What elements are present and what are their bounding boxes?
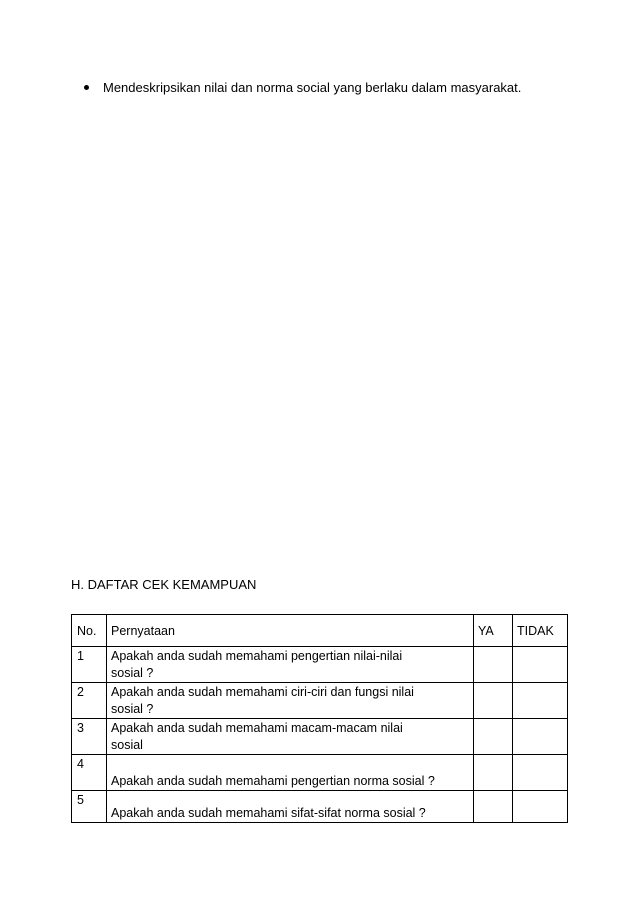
bullet-dot-icon <box>84 85 89 90</box>
row-number: 2 <box>72 683 107 719</box>
row-statement <box>107 683 474 719</box>
table-row <box>72 719 568 755</box>
table-row <box>72 647 568 683</box>
table-row <box>72 755 568 791</box>
no-checkbox-cell[interactable] <box>513 791 568 823</box>
statement-line: sosial <box>111 738 143 752</box>
table-header-row <box>72 615 568 647</box>
row-statement <box>107 755 474 791</box>
table-row <box>72 791 568 823</box>
header-statement: Pernyataan <box>107 615 474 647</box>
row-number: 4 <box>72 755 107 791</box>
checklist-table <box>71 614 568 823</box>
row-number: 3 <box>72 719 107 755</box>
statement-line: Apakah anda sudah memahami sifat-sifat norma sosial ? <box>111 806 426 820</box>
row-number: 1 <box>72 647 107 683</box>
statement-line: sosial ? <box>111 666 154 680</box>
row-statement <box>107 719 474 755</box>
table-row <box>72 683 568 719</box>
yes-checkbox-cell[interactable] <box>474 647 513 683</box>
no-checkbox-cell[interactable] <box>513 683 568 719</box>
statement-line: Apakah anda sudah memahami pengertian nilai-nilai <box>111 649 403 663</box>
row-statement <box>107 791 474 823</box>
header-no: No. <box>72 615 107 647</box>
header-yes: YA <box>474 615 513 647</box>
no-checkbox-cell[interactable] <box>513 719 568 755</box>
statement-line: sosial ? <box>111 702 154 716</box>
bullet-text: Mendeskripsikan nilai dan norma social yang berlaku dalam masyarakat. <box>103 80 522 95</box>
statement-line: Apakah anda sudah memahami macam-macam nilai <box>111 721 403 735</box>
row-statement <box>107 647 474 683</box>
no-checkbox-cell[interactable] <box>513 755 568 791</box>
statement-line: Apakah anda sudah memahami pengertian norma sosial ? <box>111 774 435 788</box>
statement-spacer <box>111 792 469 805</box>
yes-checkbox-cell[interactable] <box>474 683 513 719</box>
row-number: 5 <box>72 791 107 823</box>
bullet-item <box>84 80 521 96</box>
header-no-answer: TIDAK <box>513 615 568 647</box>
yes-checkbox-cell[interactable] <box>474 791 513 823</box>
yes-checkbox-cell[interactable] <box>474 719 513 755</box>
no-checkbox-cell[interactable] <box>513 647 568 683</box>
statement-spacer <box>111 756 469 773</box>
statement-line: Apakah anda sudah memahami ciri-ciri dan fungsi nilai <box>111 685 414 699</box>
section-heading: H. DAFTAR CEK KEMAMPUAN <box>71 577 257 592</box>
yes-checkbox-cell[interactable] <box>474 755 513 791</box>
